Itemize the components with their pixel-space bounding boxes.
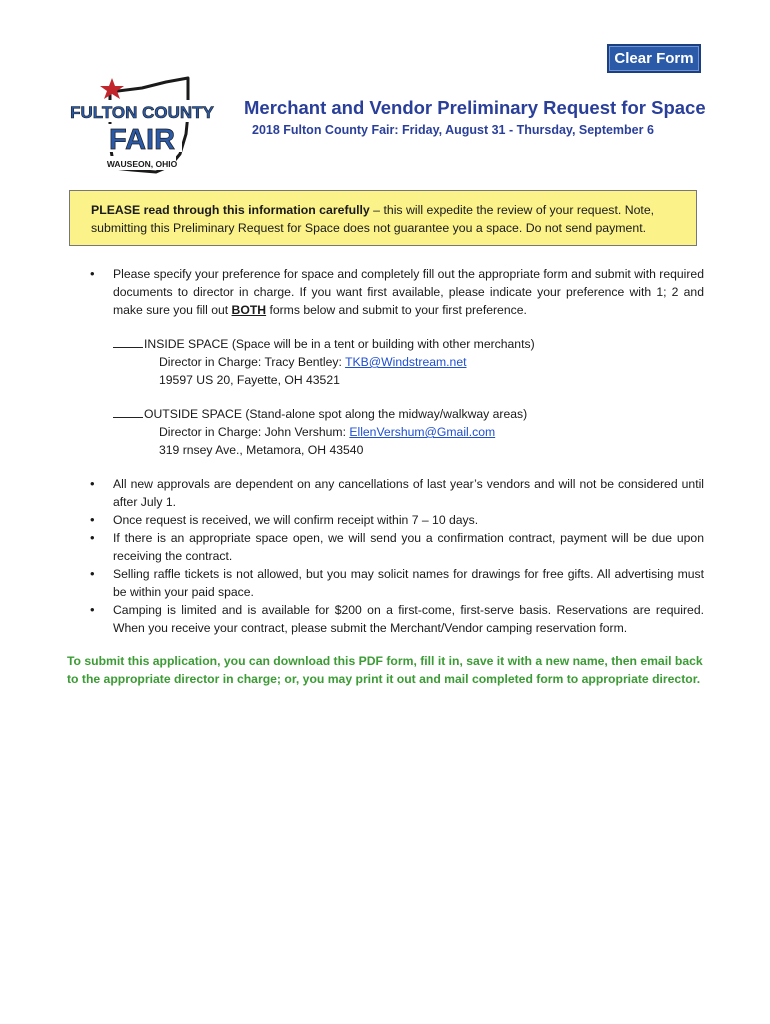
notice-box <box>69 190 697 246</box>
page-title: Merchant and Vendor Preliminary Request for Space <box>244 97 706 118</box>
info-item: • All new approvals are dependent on any cancellations of last year’s vendors and will not be considered until after July 1. <box>90 475 704 511</box>
intro-text-end: forms below and submit to your first preference. <box>266 303 527 317</box>
logo-line3: WAUSEON, OHIO <box>106 159 178 169</box>
inside-director-email-link[interactable]: TKB@Windstream.net <box>345 355 467 369</box>
outside-space-option <box>113 405 704 459</box>
space-options <box>113 335 704 459</box>
instructions <box>90 265 704 637</box>
info-list <box>90 475 704 637</box>
info-item: • Camping is limited and is available for $200 on a first-come, first-serve basis. Reservations are required. When you receive your contract, please submit the Merchant/Vendor camping reservation form. <box>90 601 704 637</box>
outside-director-email-link[interactable]: EllenVershum@Gmail.com <box>349 425 496 439</box>
inside-space-label: INSIDE SPACE (Space will be in a tent or building with other merchants) <box>144 337 535 351</box>
star-icon <box>100 78 124 99</box>
outside-director-address: 319 rnsey Ave., Metamora, OH 43540 <box>159 443 364 457</box>
info-item: • If there is an appropriate space open, we will send you a confirmation contract, payment will be due upon receiving the contract. <box>90 529 704 565</box>
notice-bold-text: PLEASE read through this information carefully <box>91 203 370 217</box>
ohio-outline-icon <box>70 74 215 174</box>
outside-space-label: OUTSIDE SPACE (Stand-alone spot along the midway/walkway areas) <box>144 407 528 421</box>
info-item: • Once request is received, we will confirm receipt within 7 – 10 days. <box>90 511 704 529</box>
inside-director-address: 19597 US 20, Fayette, OH 43521 <box>159 373 340 387</box>
logo-line1: FULTON COUNTY <box>70 103 214 122</box>
submit-instructions: To submit this application, you can download this PDF form, fill it in, save it with a new name, then email back to the appropriate director in charge; or, you may print it out and mail completed form to appropriate director. <box>67 654 703 686</box>
logo-line2: FAIR <box>108 124 176 156</box>
both-emphasis: BOTH <box>231 303 267 317</box>
outside-space-blank[interactable] <box>113 405 143 418</box>
inside-space-option <box>113 335 704 389</box>
fulton-county-fair-logo <box>70 74 215 174</box>
outside-director-text: Director in Charge: John Vershum: <box>159 425 350 439</box>
inside-director <box>113 353 704 371</box>
info-item: • Selling raffle tickets is not allowed, but you may solicit names for drawings for free gifts. All advertising must be within your paid space. <box>90 565 704 601</box>
outside-director <box>113 423 704 441</box>
intro-item <box>90 265 704 319</box>
inside-director-text: Director in Charge: Tracy Bentley: <box>159 355 346 369</box>
notice-text: – this will expedite the review of your request. Note, submitting this Preliminary Request for Space does not guarantee you a space. Do not send payment. <box>91 203 655 235</box>
inside-space-blank[interactable] <box>113 335 143 348</box>
clear-form-button[interactable]: Clear Form <box>607 44 701 73</box>
page-subtitle: 2018 Fulton County Fair: Friday, August 31 - Thursday, September 6 <box>252 123 654 137</box>
intro-text: Please specify your preference for space and completely fill out the appropriate form and submit with required documents to director in charge. If you want first available, please indicate your preference with 1; 2 and make sure you fill out <box>113 267 704 317</box>
